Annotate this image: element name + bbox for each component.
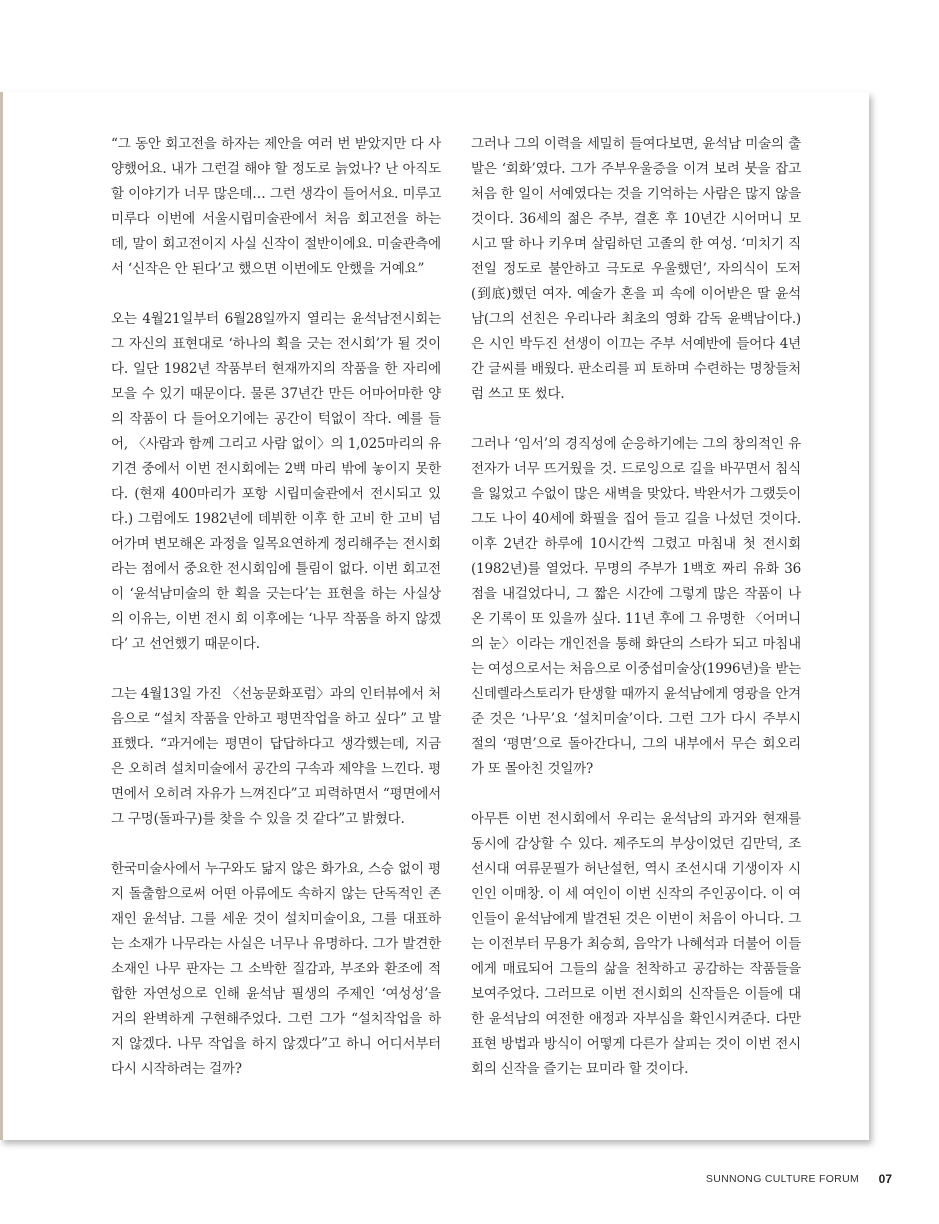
paragraph: 그는 4월13일 가진 〈선농문화포럼〉과의 인터뷰에서 처음으로 “설치 작품을 안하고 평면작업을 하고 싶다” 고 발표했다. “과거에는 평면이 답답하다고 생각했는데, 지금은 오히려 설치미술에서 공간의 구속과 제약을 느낀다. 평면에서 오히려 자유가 느껴진다”고 피력하면서 “평면에서 그 구멍(돌파구)를 찾을 수 있을 것 같다”고 밝혔다. <box>111 686 441 827</box>
paragraph: “그 동안 회고전을 하자는 제안을 여러 번 받았지만 다 사양했어요. 내가 그런걸 해야 할 정도로 늙었나? 난 아직도 할 이야기가 너무 많은데… 그런 생각이 들어서요. 미루고 미루다 이번에 서울시립미술관에서 처음 회고전을 하는데, 말이 회고전이지 사실 신작이 절반이에요. 미술관측에서 ‘신작은 안 된다’고 했으면 이번에도 안했을 거예요” <box>111 136 441 277</box>
page-footer <box>0 1173 939 1189</box>
publication-name: SUNNONG CULTURE FORUM <box>705 1173 859 1185</box>
right-column <box>471 132 801 1107</box>
left-column <box>111 132 441 1107</box>
paragraph: 오는 4월21일부터 6월28일까지 열리는 윤석남전시회는 그 자신의 표현대로 ‘하나의 획을 긋는 전시회’가 될 것이다. 일단 1982년 작품부터 현재까지의 작품을 한 자리에 모을 수 있기 때문이다. 물론 37년간 만든 어마어마한 양의 작품이 다 들어오기에는 공간이 턱없이 작다. 예를 들어, 〈사람과 함께 그리고 사람 없이〉의 1,025마리의 유기견 중에서 이번 전시회에는 2백 마리 밖에 놓이지 못한다. (현재 400마리가 포항 시립미술관에서 전시되고 있다.) 그럼에도 1982년에 데뷔한 이후 한 고비 한 고비 넘어가며 변모해온 과정을 일목요연하게 정리해주는 전시회라는 점에서 중요한 전시회임에 틀림이 없다. 이번 회고전이 ‘윤석남미술의 한 획을 긋는다’는 표현을 하는 사실상의 이유는, 이번 전시 회 이후에는 ‘나무 작품을 하지 않겠다’ 고 선언했기 때문이다. <box>111 311 441 652</box>
paragraph: 그러나 ‘임서’의 경직성에 순응하기에는 그의 창의적인 유전자가 너무 뜨거웠을 것. 드로잉으로 길을 바꾸면서 침식을 잃었고 수없이 많은 새벽을 맞았다. 박완서가 그랬듯이 그도 나이 40세에 화필을 집어 들고 길을 나섰던 것이다. 이후 2년간 하루에 10시간씩 그렸고 마침내 첫 전시회(1982년)를 열었다. 무명의 주부가 1백호 짜리 유화 36점을 내걸었다니, 그 짧은 시간에 그렇게 많은 작품이 나온 기록이 또 있을까 싶다. 11년 후에 그 유명한 〈어머니의 눈〉이라는 개인전을 통해 화단의 스타가 되고 마침내는 여성으로서는 처음으로 이중섭미술상(1996년)을 받는 신데렐라스토리가 탄생할 때까지 윤석남에게 영광을 안겨준 것은 ‘나무’요 ‘설치미술’이다. 그런 그가 다시 주부시절의 ‘평면’으로 돌아간다니, 그의 내부에서 무슨 회오리가 또 몰아친 것일까? <box>471 436 801 777</box>
page-number: 07 <box>878 1172 892 1186</box>
paragraph: 그러나 그의 이력을 세밀히 들여다보면, 윤석남 미술의 출발은 ‘회화’였다. 그가 주부우울증을 이겨 보려 붓을 잡고 처음 한 일이 서예였다는 것을 기억하는 사람은 많지 않을 것이다. 36세의 젊은 주부, 결혼 후 10년간 시어머니 모시고 딸 하나 키우며 살림하던 고졸의 한 여성. ‘미치기 직전일 정도로 불안하고 극도로 우울했던’, 자의식이 도저(到底)했던 여자. 예술가 혼을 피 속에 이어받은 딸 윤석남(그의 선친은 우리나라 최초의 영화 감독 윤백남이다.)은 시인 박두진 선생이 이끄는 주부 서예반에 들어다 4년간 글씨를 배웠다. 판소리를 피 토하며 수련하는 명창들처럼 쓰고 또 썼다. <box>471 136 801 402</box>
paragraph: 아무튼 이번 전시회에서 우리는 윤석남의 과거와 현재를 동시에 감상할 수 있다. 제주도의 부상이었던 김만덕, 조선시대 여류문필가 허난설헌, 역시 조선시대 기생이자 시인인 이매창. 이 세 여인이 이번 신작의 주인공이다. 이 여인들이 윤석남에게 발견된 것은 이번이 처음이 아니다. 그는 이전부터 무용가 최승희, 음악가 나혜석과 더불어 이들에게 매료되어 그들의 삶을 천착하고 공감하는 작품들을 보여주었다. 그러므로 이번 전시회의 신작들은 이들에 대한 윤석남의 여전한 애정과 자부심을 확인시켜준다. 다만 표현 방법과 방식이 어떻게 다른가 살피는 것이 이번 전시회의 신작을 즐기는 묘미라 할 것이다. <box>471 811 801 1077</box>
paragraph: 한국미술사에서 누구와도 닮지 않은 화가요, 스승 없이 평지 돌출함으로써 어떤 아류에도 속하지 않는 단독적인 존재인 윤석남. 그를 세운 것이 설치미술이요, 그를 대표하는 소재가 나무라는 사실은 너무나 유명하다. 그가 발견한 소재인 나무 판자는 그 소박한 질감과, 부조와 환조에 적합한 자연성으로 인해 윤석남 필생의 주제인 ‘여성성’을 거의 완벽하게 구현해주었다. 그런 그가 “설치작업을 하지 않겠다. 나무 작업을 하지 않겠다”고 하니 어디서부터 다시 시작하려는 걸까? <box>111 861 441 1077</box>
article-panel <box>0 92 869 1140</box>
